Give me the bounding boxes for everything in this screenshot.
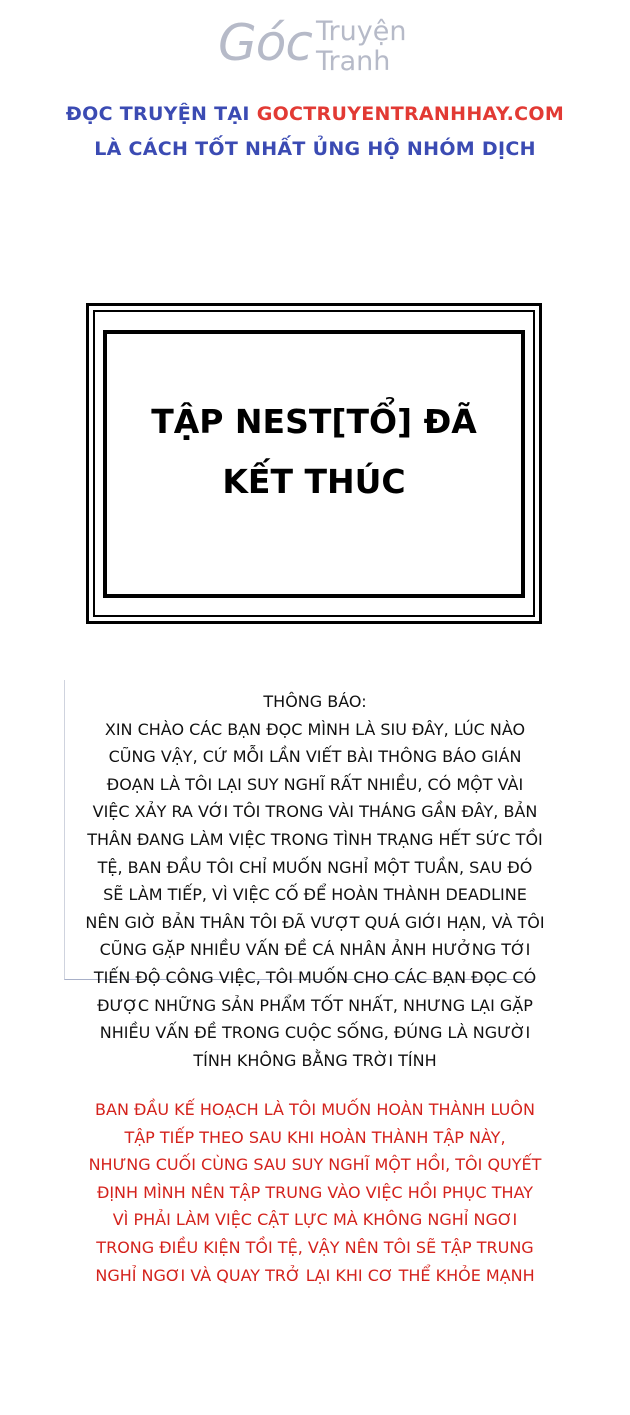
notice-line: SẼ LÀM TIẾP, VÌ VIỆC CỐ ĐỂ HOÀN THÀNH DEADLINE (103, 885, 527, 905)
notice-line: NHƯNG CUỐI CÙNG SAU SUY NGHĨ MỘT HỒI, TÔI QUYẾT (88, 1155, 542, 1175)
notice-line: TIẾN ĐỘ CÔNG VIỆC, TÔI MUỐN CHO CÁC BẠN ĐỌC CÓ (93, 967, 537, 987)
notice-red-text-block (30, 1096, 600, 1289)
promo-line-1 (0, 103, 630, 125)
promo-site-link[interactable]: GOCTRUYENTRANHHAY.COM (256, 103, 565, 125)
notice-line: CŨNG VẬY, CỨ MỖI LẦN VIẾT BÀI THÔNG BÁO GIÁN (108, 747, 522, 767)
site-logo (218, 8, 418, 78)
notice-line: TỆ, BAN ĐẦU TÔI CHỈ MUỐN NGHỈ MỘT TUẦN, SAU ĐÓ (97, 857, 533, 877)
notice-line: NGHỈ NGƠI VÀ QUAY TRỞ LẠI KHI CƠ THỂ KHỎE MẠNH (95, 1265, 535, 1285)
notice-line: THÔNG BÁO: (263, 692, 367, 711)
notice-line: VIỆC XẢY RA VỚI TÔI TRONG VÀI THÁNG GẦN ĐÂY, BẢN (92, 802, 538, 822)
logo-word-goc: Góc (218, 14, 312, 72)
notice-line: ĐƯỢC NHỮNG SẢN PHẨM TỐT NHẤT, NHƯNG LẠI GẶP (97, 995, 533, 1015)
notice-line: XIN CHÀO CÁC BẠN ĐỌC MÌNH LÀ SIU ĐÂY, LÚC NÀO (104, 719, 526, 739)
promo-prefix: ĐỌC TRUYỆN TẠI (65, 103, 257, 125)
logo-word-truyen: Truyện (316, 16, 407, 47)
notice-line: VÌ PHẢI LÀM VIỆC CẬT LỰC MÀ KHÔNG NGHỈ NGƠI (112, 1210, 518, 1230)
logo-word-tranh: Tranh (316, 46, 391, 77)
end-title-line-2: KẾT THÚC (222, 462, 406, 501)
end-title-line-1: TẬP NEST[TỔ] ĐÃ (151, 402, 477, 441)
notice-line: NÊN GIỜ BẢN THÂN TÔI ĐÃ VƯỢT QUÁ GIỚI HẠN, VÀ TÔI (85, 912, 545, 932)
notice-line: TRONG ĐIỀU KIỆN TỒI TỆ, VẬY NÊN TÔI SẼ TẬP TRUNG (96, 1237, 534, 1257)
notice-line: THÂN ĐANG LÀM VIỆC TRONG TÌNH TRẠNG HẾT SỨC TỒI (87, 829, 543, 849)
notice-line: ĐỊNH MÌNH NÊN TẬP TRUNG VÀO VIỆC HỒI PHỤC THAY (96, 1182, 534, 1202)
notice-line: ĐOẠN LÀ TÔI LẠI SUY NGHĨ RẤT NHIỀU, CÓ MỘT VÀI (106, 774, 524, 794)
promo-line-2: LÀ CÁCH TỐT NHẤT ỦNG HỘ NHÓM DỊCH (94, 138, 536, 160)
notice-text-block (30, 688, 600, 1074)
notice-line: BAN ĐẦU KẾ HOẠCH LÀ TÔI MUỐN HOÀN THÀNH LUÔN (95, 1100, 535, 1119)
notice-line: TẬP TIẾP THEO SAU KHI HOÀN THÀNH TẬP NÀY, (124, 1127, 506, 1147)
notice-line: NHIỀU VẤN ĐỀ TRONG CUỘC SỐNG, ĐÚNG LÀ NGƯỜI (99, 1023, 531, 1043)
notice-line: TÍNH KHÔNG BẰNG TRỜI TÍNH (193, 1050, 437, 1070)
notice-line: CŨNG GẶP NHIỀU VẤN ĐỀ CÁ NHÂN ẢNH HƯỞNG TỚI (99, 940, 531, 960)
